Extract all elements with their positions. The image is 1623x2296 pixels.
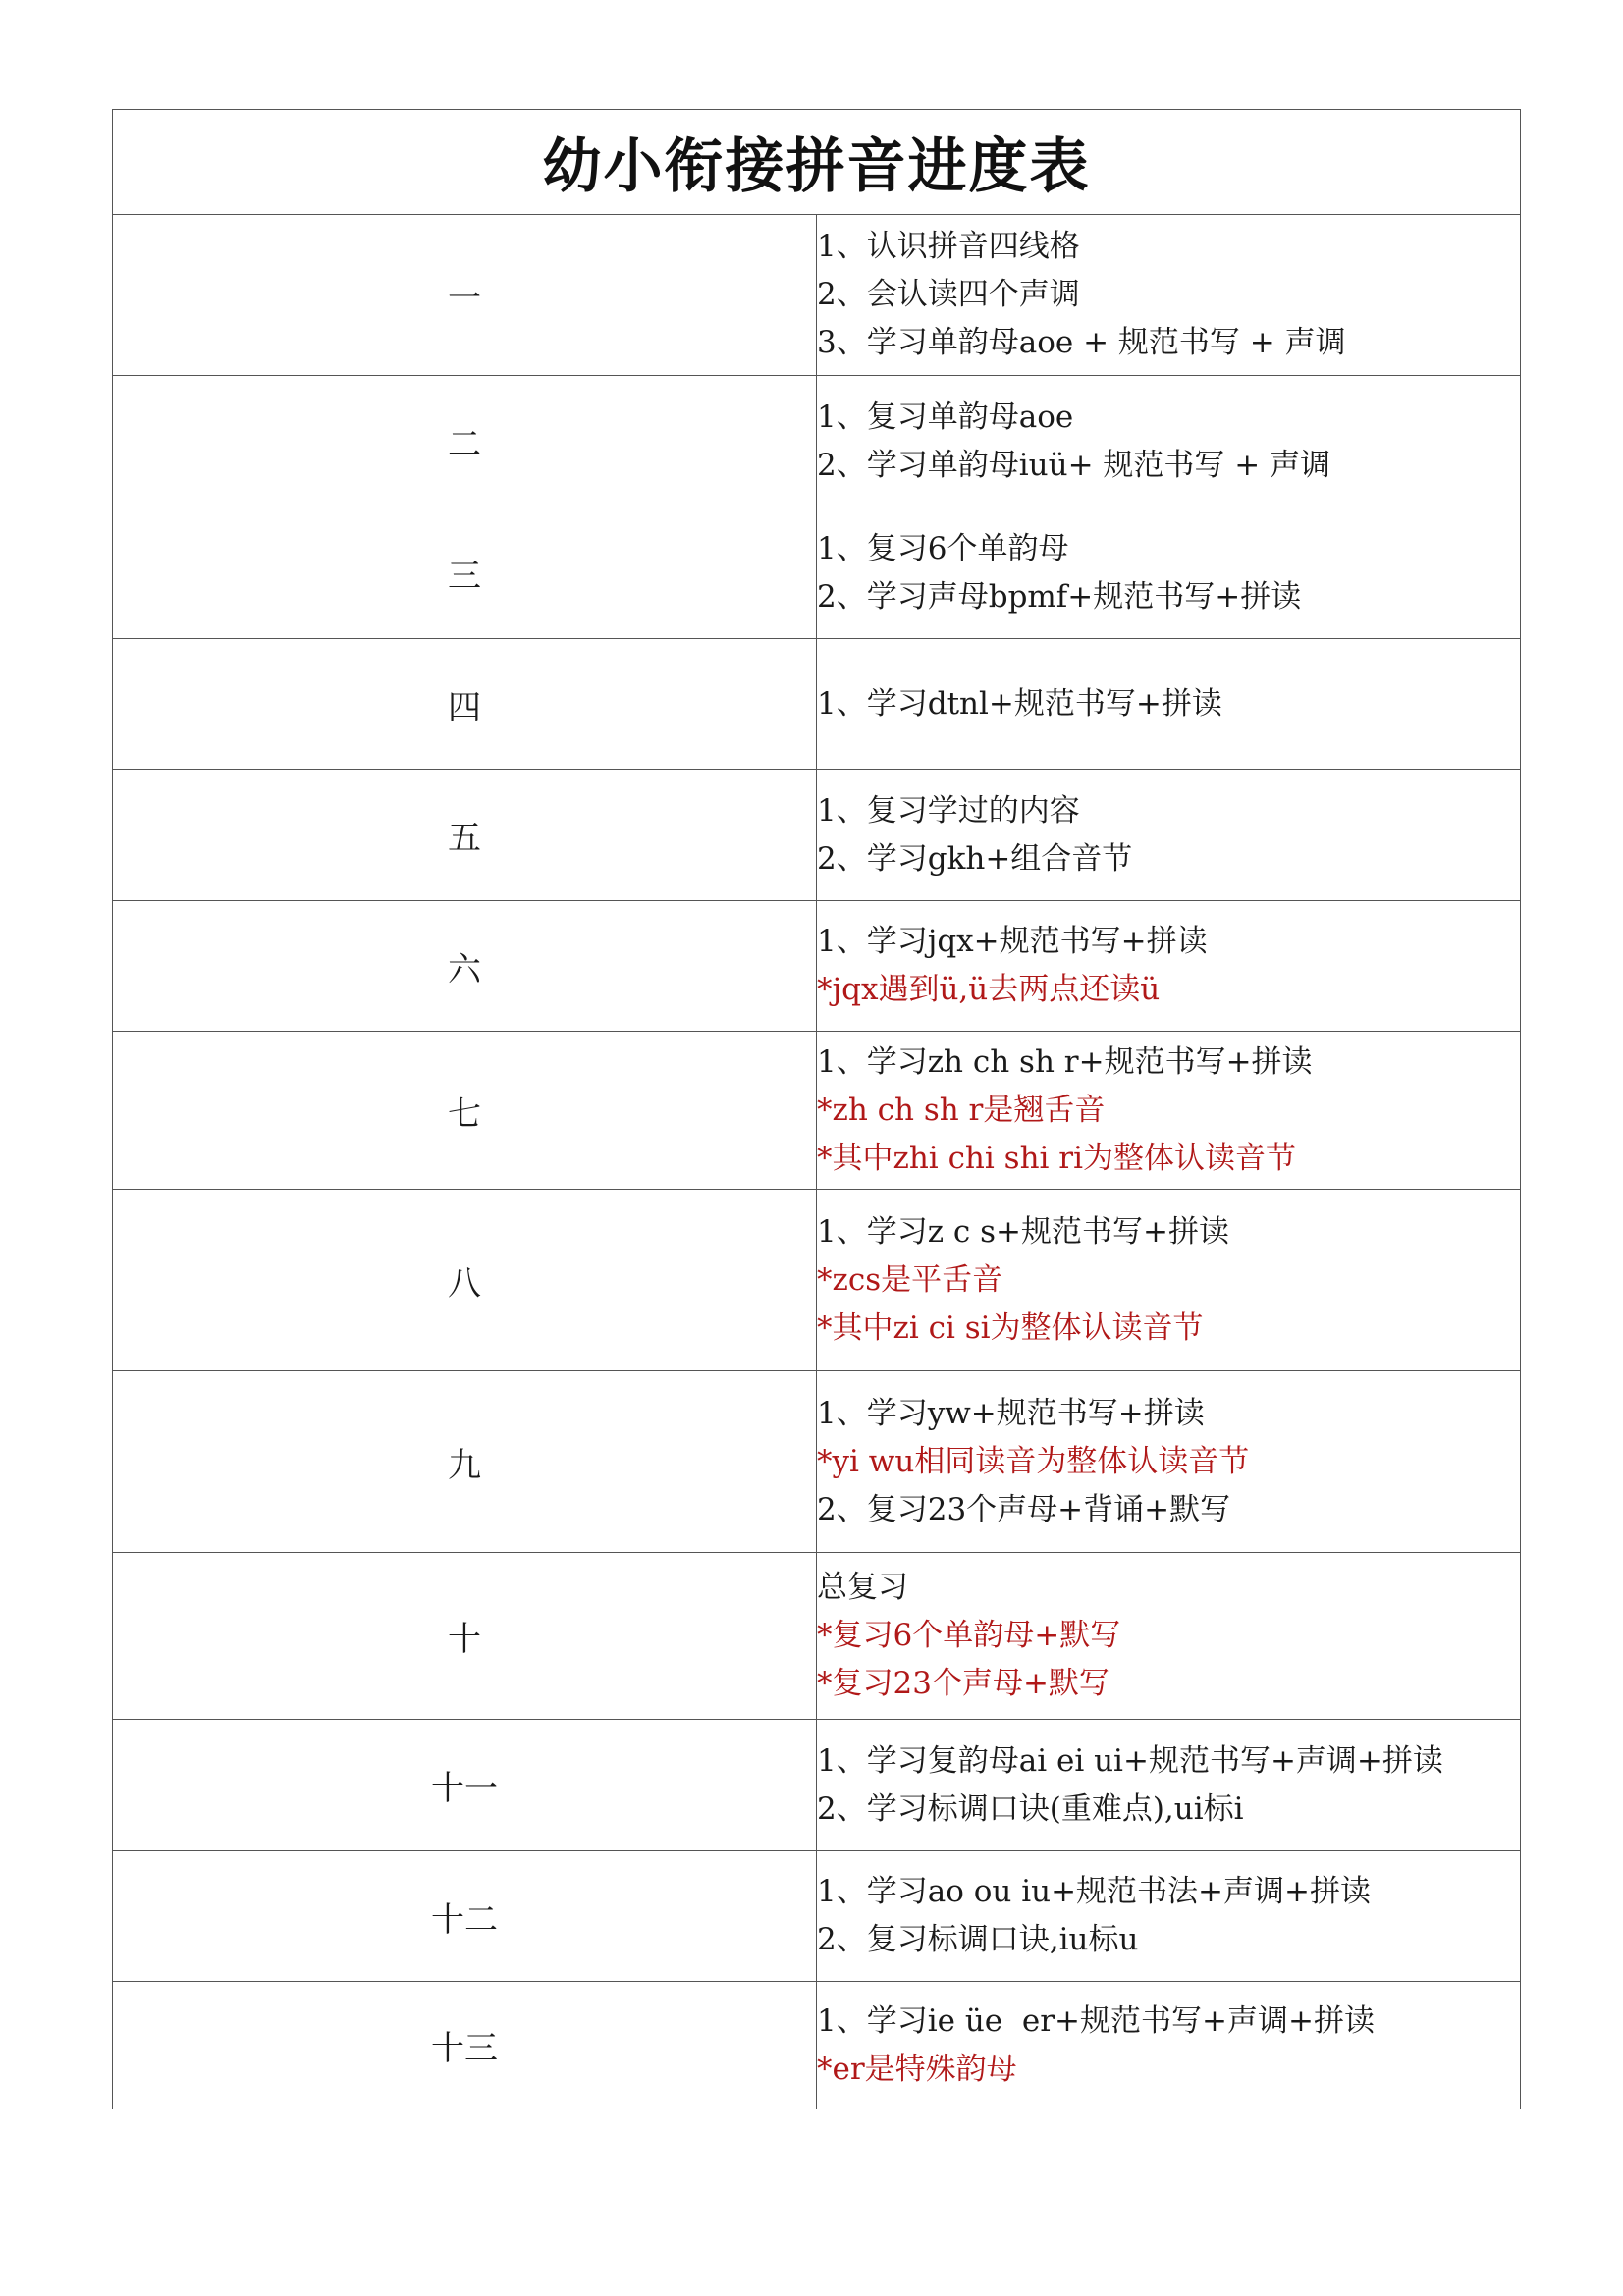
table-row: [113, 901, 1521, 1032]
week-label: 一: [113, 215, 817, 376]
week-label: 五: [113, 770, 817, 901]
table-row: [113, 1851, 1521, 1982]
lesson-item: 1、学习yw+规范书写+拼读: [817, 1395, 1205, 1431]
table-row: [113, 507, 1521, 639]
lesson-item: 2、学习标调口诀(重难点),ui标i: [817, 1790, 1244, 1827]
table-row: [113, 1720, 1521, 1851]
lesson-item: 1、学习ao ou iu+规范书法+声调+拼读: [817, 1874, 1372, 1909]
table-row: [113, 1032, 1521, 1190]
lesson-item: 1、学习复韵母ai ei ui+规范书写+声调+拼读: [817, 1742, 1443, 1779]
table-row: [113, 639, 1521, 770]
week-label: 四: [113, 639, 817, 770]
lesson-note: *复习6个单韵母+默写: [817, 1618, 1121, 1653]
lesson-note: *zcs是平舌音: [817, 1261, 1003, 1298]
table-row: [113, 1553, 1521, 1720]
lesson-content: [817, 901, 1521, 1032]
lesson-item: 2、复习23个声母+背诵+默写: [817, 1491, 1231, 1527]
lesson-item: 1、学习dtnl+规范书写+拼读: [817, 685, 1222, 721]
lesson-content: [817, 1982, 1521, 2109]
week-label: 十二: [113, 1851, 817, 1982]
table-row: [113, 376, 1521, 507]
lesson-item: 1、学习zh ch sh r+规范书写+拼读: [817, 1043, 1313, 1080]
lesson-content: [817, 507, 1521, 639]
table-row: [113, 770, 1521, 901]
lesson-content: [817, 770, 1521, 901]
week-label: 九: [113, 1371, 817, 1553]
week-label: 二: [113, 376, 817, 507]
week-label: 十三: [113, 1982, 817, 2109]
lesson-item: 2、复习标调口诀,iu标u: [817, 1922, 1139, 1957]
lesson-content: [817, 376, 1521, 507]
lesson-item: 2、学习声母bpmf+规范书写+拼读: [817, 578, 1302, 614]
lesson-note: *复习23个声母+默写: [817, 1666, 1109, 1701]
lesson-note: *zh ch sh r是翘舌音: [817, 1092, 1106, 1128]
lesson-note: *yi wu相同读音为整体认读音节: [817, 1443, 1250, 1479]
lesson-note: *其中zi ci si为整体认读音节: [817, 1309, 1204, 1346]
week-label: 八: [113, 1190, 817, 1371]
lesson-content: [817, 1371, 1521, 1553]
lesson-item: 1、学习jqx+规范书写+拼读: [817, 924, 1208, 959]
week-label: 十: [113, 1553, 817, 1720]
schedule-rows: [113, 215, 1521, 2109]
lesson-content: [817, 1553, 1521, 1720]
lesson-item: 2、学习单韵母iuü+ 规范书写 + 声调: [817, 447, 1331, 483]
lesson-item: 1、复习学过的内容: [817, 792, 1080, 828]
lesson-note: *其中zhi chi shi ri为整体认读音节: [817, 1140, 1297, 1176]
page-title: 幼小衔接拼音进度表: [113, 110, 1521, 215]
lesson-item: 1、复习6个单韵母: [817, 530, 1069, 566]
lesson-item: 2、会认读四个声调: [817, 277, 1080, 312]
lesson-item: 1、学习z c s+规范书写+拼读: [817, 1213, 1229, 1250]
lesson-item: 3、学习单韵母aoe + 规范书写 + 声调: [817, 325, 1346, 360]
week-label: 三: [113, 507, 817, 639]
schedule-table: [112, 109, 1521, 2109]
title-row: [113, 110, 1521, 215]
lesson-item: 1、认识拼音四线格: [817, 229, 1080, 264]
lesson-content: [817, 1720, 1521, 1851]
lesson-content: [817, 1032, 1521, 1190]
table-row: [113, 1371, 1521, 1553]
table-row: [113, 1982, 1521, 2109]
table-row: [113, 1190, 1521, 1371]
table-row: [113, 215, 1521, 376]
lesson-item: 2、学习gkh+组合音节: [817, 840, 1133, 877]
week-label: 七: [113, 1032, 817, 1190]
schedule-sheet: [112, 109, 1521, 2109]
lesson-content: [817, 1190, 1521, 1371]
lesson-content: [817, 639, 1521, 770]
lesson-item: 总复习: [817, 1570, 908, 1605]
lesson-note: *er是特殊韵母: [817, 2051, 1017, 2087]
lesson-item: 1、复习单韵母aoe: [817, 399, 1074, 435]
lesson-item: 1、学习ie üe er+规范书写+声调+拼读: [817, 2002, 1375, 2039]
week-label: 十一: [113, 1720, 817, 1851]
lesson-content: [817, 1851, 1521, 1982]
lesson-note: *jqx遇到ü,ü去两点还读ü: [817, 972, 1161, 1007]
week-label: 六: [113, 901, 817, 1032]
lesson-content: [817, 215, 1521, 376]
